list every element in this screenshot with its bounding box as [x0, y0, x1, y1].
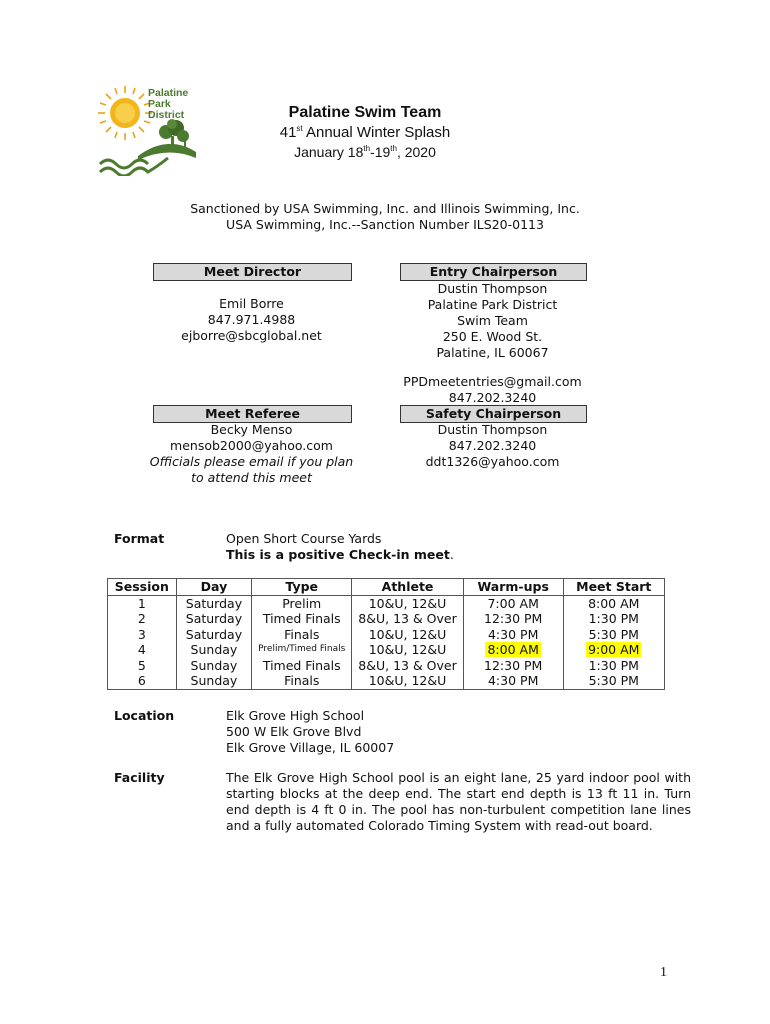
date-part: -19: [370, 144, 391, 160]
session-number: 1: [108, 595, 177, 611]
session-warmups: 7:00 AM: [463, 595, 563, 611]
location-address: [226, 708, 394, 756]
session-warmups: 4:30 PM: [463, 673, 563, 689]
session-day: Sunday: [176, 658, 252, 674]
entry-chair-line: Palatine, IL 60067: [436, 345, 549, 360]
session-meet-start-highlighted: [563, 642, 664, 658]
safety-chairperson-heading: Safety Chairperson: [400, 405, 587, 423]
session-type: Timed Finals: [252, 658, 352, 674]
table-header-row: [108, 579, 665, 596]
session-number: 2: [108, 611, 177, 627]
meet-referee-email[interactable]: mensob2000@yahoo.com: [170, 438, 333, 453]
session-athlete: 8&U, 13 & Over: [352, 611, 464, 627]
meet-referee-name: Becky Menso: [210, 422, 293, 437]
session-warmups: 4:30 PM: [463, 627, 563, 643]
safety-chair-email[interactable]: ddt1326@yahoo.com: [425, 454, 560, 469]
format-checkin: [226, 547, 454, 563]
column-header-athlete: Athlete: [352, 579, 464, 596]
session-type: Finals: [252, 627, 352, 643]
session-number: 4: [108, 642, 177, 658]
format-details: [226, 531, 454, 563]
session-number: 3: [108, 627, 177, 643]
session-meet-start: 5:30 PM: [563, 673, 664, 689]
date-ordinal: th: [363, 144, 371, 153]
facility-label: Facility: [114, 770, 165, 785]
session-number: 6: [108, 673, 177, 689]
meet-director-email[interactable]: ejborre@sbcglobal.net: [181, 328, 322, 343]
session-athlete: 10&U, 12&U: [352, 673, 464, 689]
session-meet-start: 1:30 PM: [563, 611, 664, 627]
session-warmups: 12:30 PM: [463, 658, 563, 674]
checkin-note: This is a positive Check-in meet: [226, 547, 450, 562]
subtitle-number: 41: [279, 124, 297, 141]
officials-note: to attend this meet: [191, 470, 312, 485]
session-meet-start: 5:30 PM: [563, 627, 664, 643]
entry-chair-line: Swim Team: [457, 313, 528, 328]
meet-director-name: Emil Borre: [219, 296, 284, 311]
meet-referee-heading: Meet Referee: [153, 405, 352, 423]
sanction-number: USA Swimming, Inc.--Sanction Number ILS20-0113: [226, 217, 544, 232]
meet-dates: [170, 143, 560, 162]
location-line: Elk Grove High School: [226, 708, 365, 723]
meet-director-contact: [153, 296, 350, 344]
session-meet-start: 1:30 PM: [563, 658, 664, 674]
location-line: 500 W Elk Grove Blvd: [226, 724, 362, 739]
format-course: Open Short Course Yards: [226, 531, 382, 546]
session-warmups-highlighted: [463, 642, 563, 658]
date-part: January 18: [294, 144, 364, 160]
entry-chair-phone: 847.202.3240: [448, 390, 537, 405]
session-type: Prelim: [252, 595, 352, 611]
highlighted-time: 8:00 AM: [487, 642, 539, 658]
entry-chairperson-extra: [380, 374, 605, 406]
session-athlete: 8&U, 13 & Over: [352, 658, 464, 674]
subtitle-ordinal: st: [296, 124, 303, 133]
safety-chair-phone: 847.202.3240: [448, 438, 537, 453]
session-type: Finals: [252, 673, 352, 689]
date-part: , 2020: [396, 144, 436, 160]
session-day: Saturday: [176, 595, 252, 611]
sanction-info: [120, 201, 650, 233]
highlighted-time: 9:00 AM: [588, 642, 640, 658]
table-row: [108, 642, 665, 658]
entry-chair-email[interactable]: PPDmeetentries@gmail.com: [403, 374, 582, 389]
column-header-meet-start: Meet Start: [563, 579, 664, 596]
logo-line: Park: [148, 98, 171, 110]
document-title-block: [170, 103, 560, 162]
table-row: [108, 627, 665, 643]
table-row: [108, 673, 665, 689]
session-meet-start: 8:00 AM: [563, 595, 664, 611]
logo-line: Palatine: [148, 87, 189, 99]
document-subtitle: [170, 123, 560, 143]
location-line: Elk Grove Village, IL 60007: [226, 740, 395, 755]
column-header-warmups: Warm-ups: [463, 579, 563, 596]
safety-chairperson-contact: [400, 422, 585, 470]
meet-referee-contact: [130, 422, 373, 486]
sessions-table: [107, 578, 665, 690]
location-label: Location: [114, 708, 175, 723]
checkin-period: .: [449, 547, 454, 562]
meet-director-heading: Meet Director: [153, 263, 352, 281]
document-title: Palatine Swim Team: [288, 104, 442, 121]
logo-line: District: [148, 109, 185, 121]
subtitle-text: Annual Winter Splash: [302, 124, 451, 141]
safety-chair-name: Dustin Thompson: [437, 422, 548, 437]
session-day: Saturday: [176, 611, 252, 627]
column-header-day: Day: [176, 579, 252, 596]
facility-description: The Elk Grove High School pool is an eight lane, 25 yard indoor pool with starting blocks at the deep end. The start end depth is 13 ft 11 in. Turn end depth is 4 ft 0 in. The pool has non-turbulent competition lane lines and a fully automated Colorado Timing System with read-out board.: [226, 770, 691, 833]
column-header-type: Type: [252, 579, 352, 596]
entry-chair-line: 250 E. Wood St.: [442, 329, 543, 344]
session-day: Saturday: [176, 627, 252, 643]
session-athlete: 10&U, 12&U: [352, 627, 464, 643]
session-day: Sunday: [176, 642, 252, 658]
entry-chair-line: Palatine Park District: [427, 297, 558, 312]
table-row: [108, 658, 665, 674]
table-row: [108, 611, 665, 627]
session-type: Prelim/Timed Finals: [252, 642, 352, 658]
entry-chairperson-contact: [400, 281, 585, 361]
date-ordinal: th: [390, 144, 397, 153]
officials-note: Officials please email if you plan: [149, 454, 354, 469]
format-label: Format: [114, 531, 165, 546]
session-warmups: 12:30 PM: [463, 611, 563, 627]
session-number: 5: [108, 658, 177, 674]
session-type: Timed Finals: [252, 611, 352, 627]
entry-chairperson-heading: Entry Chairperson: [400, 263, 587, 281]
session-athlete: 10&U, 12&U: [352, 642, 464, 658]
meet-director-phone: 847.971.4988: [207, 312, 296, 327]
sanction-line: Sanctioned by USA Swimming, Inc. and Illinois Swimming, Inc.: [190, 201, 580, 216]
entry-chair-line: Dustin Thompson: [437, 281, 548, 296]
session-day: Sunday: [176, 673, 252, 689]
session-athlete: 10&U, 12&U: [352, 595, 464, 611]
column-header-session: Session: [108, 579, 177, 596]
page-number: 1: [660, 965, 667, 980]
table-row: [108, 595, 665, 611]
